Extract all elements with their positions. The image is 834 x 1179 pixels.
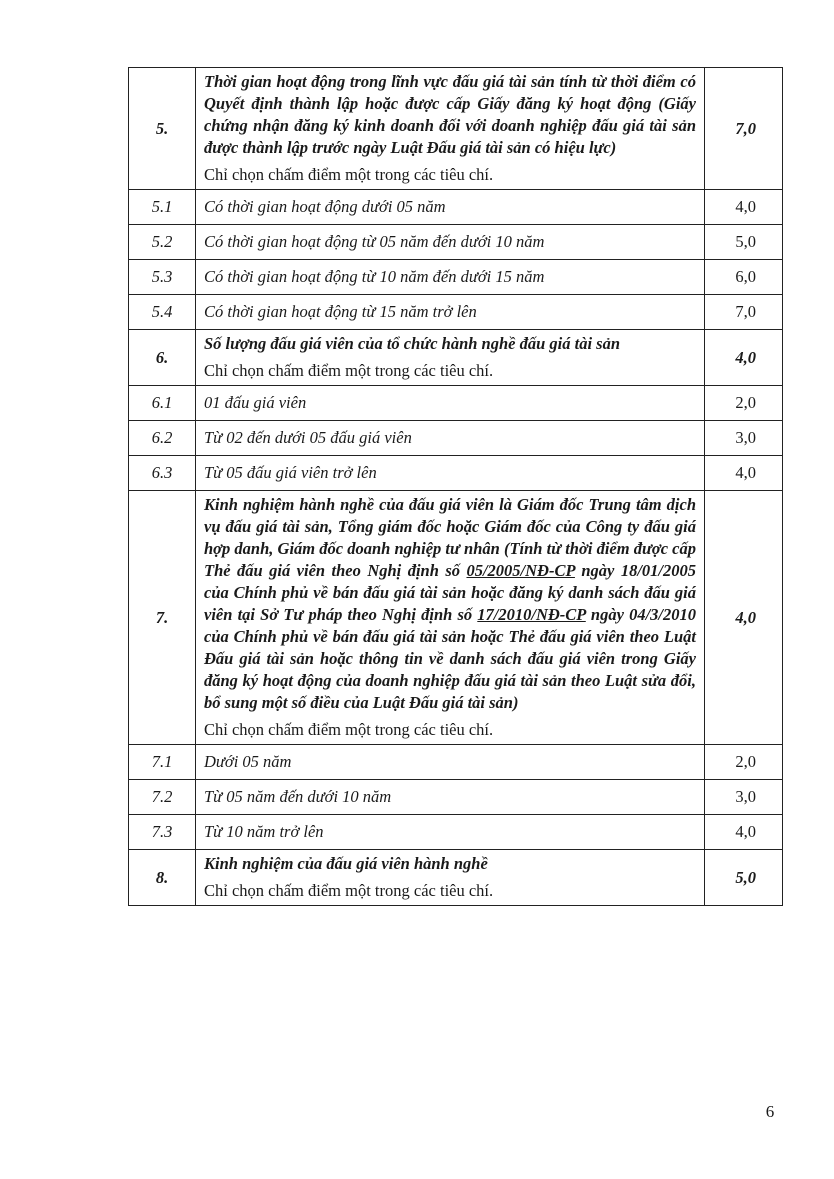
subcriterion-description: Dưới 05 năm bbox=[196, 745, 705, 780]
subcriterion-description: Từ 10 năm trở lên bbox=[196, 815, 705, 850]
criterion-number: 8. bbox=[129, 850, 196, 906]
criterion-number: 5. bbox=[129, 68, 196, 190]
subcriterion-number: 5.2 bbox=[129, 225, 196, 260]
subcriterion-description: Có thời gian hoạt động dưới 05 năm bbox=[196, 190, 705, 225]
criterion-row-5 bbox=[129, 68, 783, 190]
page-number: 6 bbox=[765, 1102, 775, 1121]
subcriterion-number: 5.1 bbox=[129, 190, 196, 225]
subcriterion-number: 5.4 bbox=[129, 295, 196, 330]
subcriterion-description: Từ 05 năm đến dưới 10 năm bbox=[196, 780, 705, 815]
criterion-title: Kinh nghiệm của đấu giá viên hành nghề bbox=[204, 854, 488, 873]
criterion-title bbox=[204, 494, 696, 714]
subcriterion-row-7-2 bbox=[129, 780, 783, 815]
subcriterion-score: 7,0 bbox=[705, 295, 783, 330]
subcriterion-score: 2,0 bbox=[705, 745, 783, 780]
subcriterion-row-5-1 bbox=[129, 190, 783, 225]
subcriterion-number: 7.1 bbox=[129, 745, 196, 780]
subcriterion-description: Từ 05 đấu giá viên trở lên bbox=[196, 456, 705, 491]
criterion-score: 4,0 bbox=[705, 491, 783, 745]
subcriterion-row-5-4 bbox=[129, 295, 783, 330]
subcriterion-row-7-1 bbox=[129, 745, 783, 780]
subcriterion-score: 5,0 bbox=[705, 225, 783, 260]
subcriterion-score: 4,0 bbox=[705, 456, 783, 491]
subcriterion-row-6-2 bbox=[129, 421, 783, 456]
subcriterion-row-7-3 bbox=[129, 815, 783, 850]
criteria-table bbox=[128, 67, 783, 906]
subcriterion-description: 01 đấu giá viên bbox=[196, 386, 705, 421]
subcriterion-description: Có thời gian hoạt động từ 10 năm đến dưới 15 năm bbox=[196, 260, 705, 295]
subcriterion-number: 6.1 bbox=[129, 386, 196, 421]
criterion-score: 7,0 bbox=[705, 68, 783, 190]
subcriterion-number: 6.3 bbox=[129, 456, 196, 491]
criterion-number: 6. bbox=[129, 330, 196, 386]
criterion-score: 4,0 bbox=[705, 330, 783, 386]
subcriterion-score: 6,0 bbox=[705, 260, 783, 295]
subcriterion-number: 5.3 bbox=[129, 260, 196, 295]
criterion-note: Chỉ chọn chấm điểm một trong các tiêu chí. bbox=[204, 881, 494, 900]
subcriterion-score: 2,0 bbox=[705, 386, 783, 421]
decree-reference: 05/2005/NĐ-CP bbox=[466, 561, 575, 580]
criterion-note: Chỉ chọn chấm điểm một trong các tiêu chí. bbox=[204, 720, 494, 739]
subcriterion-row-6-1 bbox=[129, 386, 783, 421]
subcriterion-score: 4,0 bbox=[705, 190, 783, 225]
subcriterion-row-5-3 bbox=[129, 260, 783, 295]
subcriterion-number: 7.3 bbox=[129, 815, 196, 850]
criterion-note: Chỉ chọn chấm điểm một trong các tiêu chí. bbox=[204, 165, 494, 184]
criterion-score: 5,0 bbox=[705, 850, 783, 906]
criterion-row-6 bbox=[129, 330, 783, 386]
criterion-title-part: Kinh nghiệm hành nghề của đấu giá viên là Giám đốc Trung tâm dịch vụ đấu giá tài sản, Tổng giám đốc hoặc Giám đốc của Công ty đấu giá hợp danh, Giám đốc doanh nghiệp tư nhân (Tính từ thời điểm được cấp Thẻ đấu giá viên theo Nghị định số bbox=[204, 495, 696, 580]
subcriterion-number: 6.2 bbox=[129, 421, 196, 456]
subcriterion-description: Có thời gian hoạt động từ 15 năm trở lên bbox=[196, 295, 705, 330]
criterion-title-part: ngày 18/01/2005 của Chính phủ về bán đấu giá tài sản hoặc đăng ký danh sách đấu giá viên tại Sở Tư pháp theo Nghị định số bbox=[204, 561, 697, 624]
criterion-title-part: ngày 04/3/2010 của Chính phủ về bán đấu giá tài sản hoặc Thẻ đấu giá viên theo Luật Đấu giá tài sản hoặc thông tin về danh sách đấu giá viên trong Giấy đăng ký hoạt động của doanh nghiệp đấu giá tài sản theo Luật sửa đổi, bổ sung một số điều của Luật Đấu giá tài sản) bbox=[204, 605, 696, 712]
subcriterion-score: 3,0 bbox=[705, 421, 783, 456]
decree-reference: 17/2010/NĐ-CP bbox=[477, 605, 586, 624]
subcriterion-row-5-2 bbox=[129, 225, 783, 260]
criterion-number: 7. bbox=[129, 491, 196, 745]
criterion-title: Số lượng đấu giá viên của tổ chức hành nghề đấu giá tài sản bbox=[204, 334, 620, 353]
criterion-row-8 bbox=[129, 850, 783, 906]
subcriterion-score: 3,0 bbox=[705, 780, 783, 815]
subcriterion-description: Từ 02 đến dưới 05 đấu giá viên bbox=[196, 421, 705, 456]
criterion-row-7 bbox=[129, 491, 783, 745]
subcriterion-number: 7.2 bbox=[129, 780, 196, 815]
criterion-title: Thời gian hoạt động trong lĩnh vực đấu giá tài sản tính từ thời điểm có Quyết định thành lập hoặc được cấp Giấy đăng ký hoạt động (Giấy chứng nhận đăng ký kinh doanh đối với doanh nghiệp đấu giá tài sản được thành lập trước ngày Luật Đấu giá tài sản có hiệu lực) bbox=[204, 72, 696, 157]
subcriterion-score: 4,0 bbox=[705, 815, 783, 850]
criterion-note: Chỉ chọn chấm điểm một trong các tiêu chí. bbox=[204, 361, 494, 380]
subcriterion-row-6-3 bbox=[129, 456, 783, 491]
subcriterion-description: Có thời gian hoạt động từ 05 năm đến dưới 10 năm bbox=[196, 225, 705, 260]
